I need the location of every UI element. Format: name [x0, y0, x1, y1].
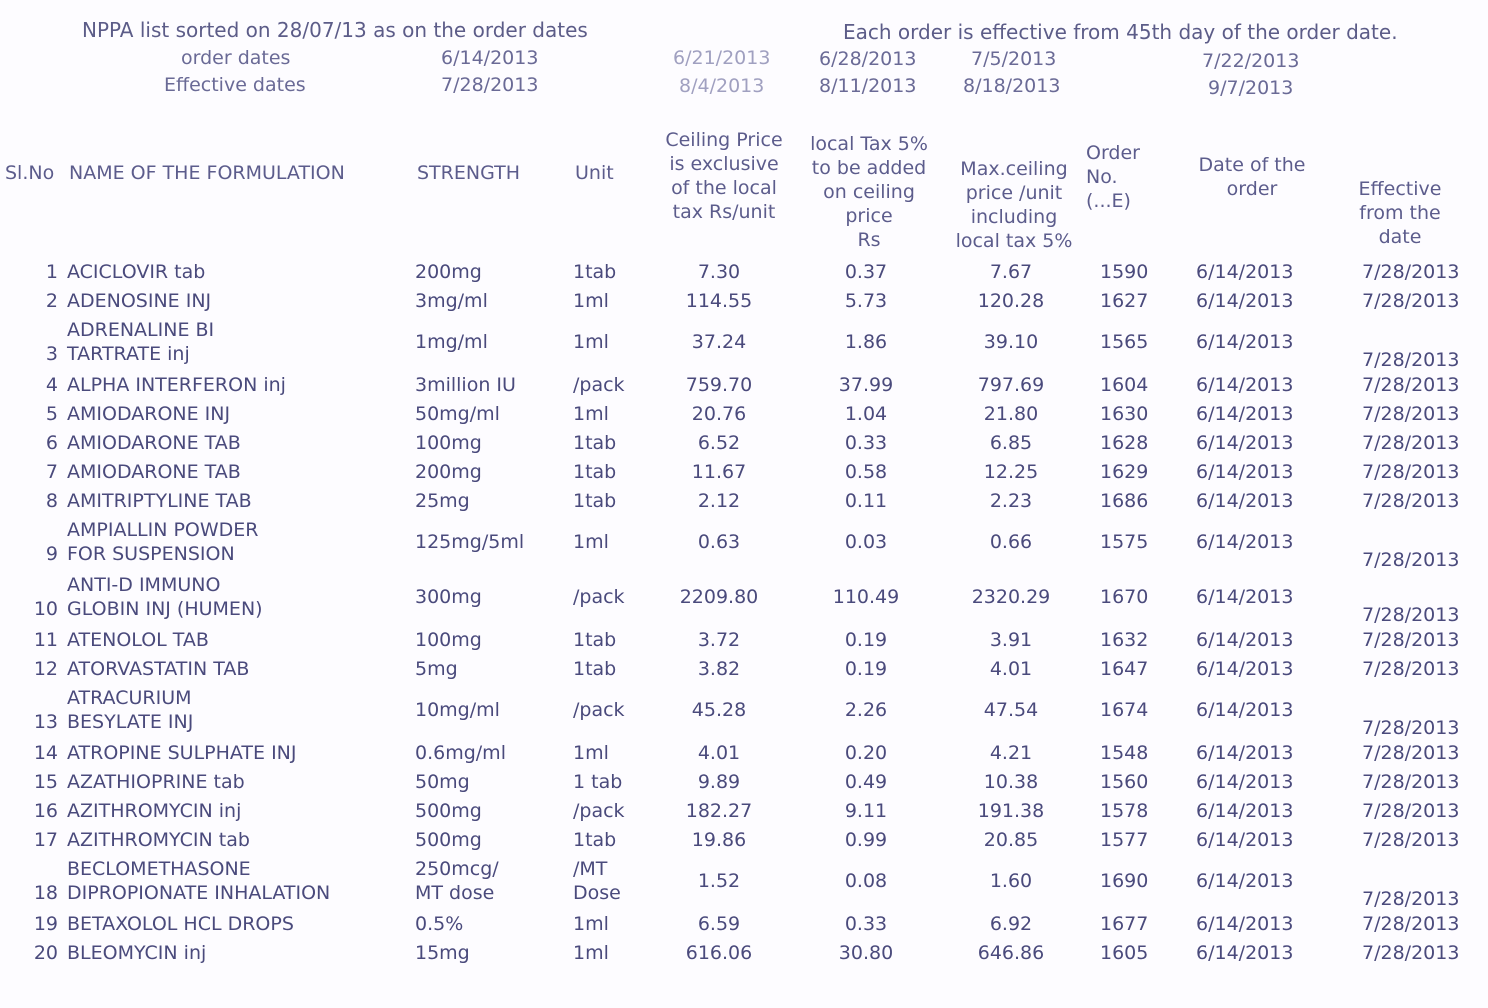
formulation-name: AMIODARONE INJ — [67, 403, 231, 425]
local-tax: 2.26 — [844, 699, 888, 721]
row-number: 12 — [33, 658, 58, 680]
strength-value: 500mg — [415, 800, 482, 822]
strength-value: 5mg — [415, 658, 458, 680]
row-number: 16 — [33, 800, 58, 822]
local-tax: 37.99 — [838, 374, 894, 396]
effective-date: 7/28/2013 — [1362, 349, 1460, 371]
strength-value: 0.6mg/ml — [415, 742, 506, 764]
unit-value: 1tab — [573, 490, 617, 512]
order-number: 1575 — [1100, 531, 1149, 553]
strength-value: 50mg — [415, 771, 470, 793]
unit-value: /pack — [573, 699, 625, 721]
order-date: 6/14/2013 — [1196, 942, 1294, 964]
local-tax: 0.19 — [844, 629, 888, 651]
unit-value: /pack — [573, 586, 625, 608]
effective-date: 7/28/2013 — [1362, 888, 1460, 910]
order-number: 1632 — [1100, 629, 1149, 651]
order-number: 1630 — [1100, 403, 1149, 425]
order-date: 6/14/2013 — [1196, 586, 1294, 608]
order-number: 1670 — [1100, 586, 1149, 608]
max-ceiling-price: 2.23 — [989, 490, 1033, 512]
order-number: 1577 — [1100, 829, 1149, 851]
order-number: 1647 — [1100, 658, 1149, 680]
max-ceiling-price: 646.86 — [977, 942, 1045, 964]
effective-date: 7/28/2013 — [1362, 403, 1460, 425]
ceiling-price: 2209.80 — [679, 586, 759, 608]
unit-value: 1tab — [573, 461, 617, 483]
effective-date-4: 8/18/2013 — [963, 75, 1061, 97]
effective-date-5: 9/7/2013 — [1208, 77, 1294, 99]
order-date-4: 7/5/2013 — [971, 48, 1057, 70]
order-number: 1677 — [1100, 913, 1149, 935]
max-ceiling-price: 120.28 — [977, 290, 1045, 312]
local-tax: 0.37 — [844, 261, 888, 283]
ceiling-price: 37.24 — [691, 331, 747, 353]
effective-date: 7/28/2013 — [1362, 461, 1460, 483]
effective-date: 7/28/2013 — [1362, 290, 1460, 312]
local-tax: 0.03 — [844, 531, 888, 553]
max-ceiling-price: 4.21 — [989, 742, 1033, 764]
row-number: 20 — [33, 942, 58, 964]
row-number: 15 — [33, 771, 58, 793]
formulation-name: ATROPINE SULPHATE INJ — [67, 742, 297, 764]
unit-value: 1 tab — [573, 771, 623, 793]
formulation-name: ACICLOVIR tab — [67, 261, 206, 283]
ceiling-price: 4.01 — [697, 742, 741, 764]
local-tax: 5.73 — [844, 290, 888, 312]
row-number: 1 — [45, 261, 58, 283]
col-date: Date of the order — [1198, 154, 1306, 200]
local-tax: 0.99 — [844, 829, 888, 851]
order-date: 6/14/2013 — [1196, 829, 1294, 851]
local-tax: 0.58 — [844, 461, 888, 483]
order-date: 6/14/2013 — [1196, 629, 1294, 651]
order-dates-label: order dates — [181, 47, 291, 69]
formulation-name: ADRENALINE BI TARTRATE inj — [67, 319, 215, 365]
strength-value: 1mg/ml — [415, 331, 488, 353]
order-date-2: 6/21/2013 — [673, 47, 771, 69]
col-order-no: Order No. (...E) — [1086, 142, 1140, 212]
effective-date: 7/28/2013 — [1362, 658, 1460, 680]
row-number: 14 — [33, 742, 58, 764]
effective-date: 7/28/2013 — [1362, 432, 1460, 454]
unit-value: 1ml — [573, 913, 609, 935]
formulation-name: AMITRIPTYLINE TAB — [67, 490, 252, 512]
local-tax: 1.04 — [844, 403, 888, 425]
formulation-name: ATENOLOL TAB — [67, 629, 209, 651]
max-ceiling-price: 12.25 — [983, 461, 1039, 483]
order-number: 1578 — [1100, 800, 1149, 822]
local-tax: 110.49 — [832, 586, 900, 608]
formulation-name: ANTI-D IMMUNO GLOBIN INJ (HUMEN) — [67, 574, 263, 620]
ceiling-price: 182.27 — [685, 800, 753, 822]
strength-value: 200mg — [415, 461, 482, 483]
local-tax: 0.08 — [844, 870, 888, 892]
order-date: 6/14/2013 — [1196, 699, 1294, 721]
col-name: NAME OF THE FORMULATION — [69, 162, 345, 184]
order-date: 6/14/2013 — [1196, 490, 1294, 512]
local-tax: 0.19 — [844, 658, 888, 680]
row-number: 7 — [45, 461, 58, 483]
strength-value: 25mg — [415, 490, 470, 512]
effective-date: 7/28/2013 — [1362, 261, 1460, 283]
order-number: 1605 — [1100, 942, 1149, 964]
max-ceiling-price: 797.69 — [977, 374, 1045, 396]
ceiling-price: 759.70 — [685, 374, 753, 396]
strength-value: 10mg/ml — [415, 699, 500, 721]
row-number: 19 — [33, 913, 58, 935]
strength-value: 0.5% — [415, 913, 464, 935]
order-number: 1690 — [1100, 870, 1149, 892]
unit-value: 1tab — [573, 629, 617, 651]
strength-value: 3mg/ml — [415, 290, 488, 312]
col-slno: Sl.No — [5, 162, 55, 184]
formulation-name: AMIODARONE TAB — [67, 461, 241, 483]
formulation-name: BECLOMETHASONE DIPROPIONATE INHALATION — [67, 858, 331, 904]
order-date: 6/14/2013 — [1196, 432, 1294, 454]
strength-value: 100mg — [415, 629, 482, 651]
unit-value: /MT Dose — [573, 858, 621, 904]
ceiling-price: 6.52 — [697, 432, 741, 454]
ceiling-price: 7.30 — [697, 261, 741, 283]
row-number: 13 — [33, 711, 58, 733]
order-date: 6/14/2013 — [1196, 461, 1294, 483]
effective-date: 7/28/2013 — [1362, 942, 1460, 964]
row-number: 18 — [33, 882, 58, 904]
ceiling-price: 20.76 — [691, 403, 747, 425]
strength-value: 500mg — [415, 829, 482, 851]
unit-value: 1tab — [573, 261, 617, 283]
max-ceiling-price: 6.85 — [989, 432, 1033, 454]
local-tax: 30.80 — [838, 942, 894, 964]
order-number: 1604 — [1100, 374, 1149, 396]
col-effective: Effective from the date — [1358, 178, 1442, 248]
order-date-5: 7/22/2013 — [1202, 50, 1300, 72]
order-number: 1686 — [1100, 490, 1149, 512]
max-ceiling-price: 21.80 — [983, 403, 1039, 425]
max-ceiling-price: 7.67 — [989, 261, 1033, 283]
formulation-name: AZITHROMYCIN inj — [67, 800, 242, 822]
formulation-name: BETAXOLOL HCL DROPS — [67, 913, 294, 935]
effective-date: 7/28/2013 — [1362, 800, 1460, 822]
row-number: 2 — [45, 290, 58, 312]
formulation-name: AZITHROMYCIN tab — [67, 829, 250, 851]
order-number: 1560 — [1100, 771, 1149, 793]
unit-value: 1ml — [573, 531, 609, 553]
ceiling-price: 3.82 — [697, 658, 741, 680]
ceiling-price: 11.67 — [691, 461, 747, 483]
formulation-name: ALPHA INTERFERON inj — [67, 374, 286, 396]
order-number: 1565 — [1100, 331, 1149, 353]
ceiling-price: 45.28 — [691, 699, 747, 721]
unit-value: 1tab — [573, 658, 617, 680]
order-number: 1674 — [1100, 699, 1149, 721]
order-date: 6/14/2013 — [1196, 870, 1294, 892]
order-date: 6/14/2013 — [1196, 290, 1294, 312]
max-ceiling-price: 2320.29 — [971, 586, 1051, 608]
row-number: 3 — [45, 343, 58, 365]
local-tax: 9.11 — [844, 800, 888, 822]
strength-value: 200mg — [415, 261, 482, 283]
order-date-3: 6/28/2013 — [819, 48, 917, 70]
col-max: Max.ceiling price /unit including local tax 5% — [955, 158, 1073, 252]
row-number: 8 — [45, 490, 58, 512]
order-date: 6/14/2013 — [1196, 742, 1294, 764]
unit-value: 1ml — [573, 942, 609, 964]
strength-value: 3million IU — [415, 374, 516, 396]
order-date: 6/14/2013 — [1196, 800, 1294, 822]
order-date: 6/14/2013 — [1196, 913, 1294, 935]
order-date: 6/14/2013 — [1196, 531, 1294, 553]
local-tax: 0.33 — [844, 432, 888, 454]
effective-date: 7/28/2013 — [1362, 374, 1460, 396]
strength-value: 300mg — [415, 586, 482, 608]
ceiling-price: 6.59 — [697, 913, 741, 935]
effective-date-1: 7/28/2013 — [441, 74, 539, 96]
ceiling-price: 114.55 — [685, 290, 753, 312]
ceiling-price: 616.06 — [685, 942, 753, 964]
max-ceiling-price: 20.85 — [983, 829, 1039, 851]
formulation-name: AZATHIOPRINE tab — [67, 771, 245, 793]
row-number: 4 — [45, 374, 58, 396]
order-date: 6/14/2013 — [1196, 771, 1294, 793]
effective-date: 7/28/2013 — [1362, 771, 1460, 793]
max-ceiling-price: 4.01 — [989, 658, 1033, 680]
unit-value: 1ml — [573, 290, 609, 312]
order-number: 1628 — [1100, 432, 1149, 454]
effective-date: 7/28/2013 — [1362, 742, 1460, 764]
effective-dates-label: Effective dates — [164, 74, 306, 96]
effective-date-3: 8/11/2013 — [819, 75, 917, 97]
effective-date: 7/28/2013 — [1362, 490, 1460, 512]
effective-date: 7/28/2013 — [1362, 717, 1460, 739]
col-strength: STRENGTH — [417, 162, 521, 184]
local-tax: 1.86 — [844, 331, 888, 353]
order-number: 1590 — [1100, 261, 1149, 283]
effective-date: 7/28/2013 — [1362, 629, 1460, 651]
row-number: 5 — [45, 403, 58, 425]
unit-value: 1tab — [573, 432, 617, 454]
max-ceiling-price: 47.54 — [983, 699, 1039, 721]
ceiling-price: 1.52 — [697, 870, 741, 892]
local-tax: 0.49 — [844, 771, 888, 793]
col-unit: Unit — [575, 162, 614, 184]
order-date-1: 6/14/2013 — [441, 47, 539, 69]
unit-value: /pack — [573, 374, 625, 396]
row-number: 11 — [33, 629, 58, 651]
unit-value: 1tab — [573, 829, 617, 851]
document-title: NPPA list sorted on 28/07/13 as on the order dates — [82, 18, 588, 42]
formulation-name: BLEOMYCIN inj — [67, 942, 207, 964]
ceiling-price: 0.63 — [697, 531, 741, 553]
order-number: 1627 — [1100, 290, 1149, 312]
unit-value: /pack — [573, 800, 625, 822]
formulation-name: AMPIALLIN POWDER FOR SUSPENSION — [67, 519, 259, 565]
effective-date: 7/28/2013 — [1362, 913, 1460, 935]
col-tax: local Tax 5% to be added on ceiling price Rs — [810, 133, 928, 251]
local-tax: 0.11 — [844, 490, 888, 512]
formulation-name: ADENOSINE INJ — [67, 290, 212, 312]
formulation-name: ATORVASTATIN TAB — [67, 658, 250, 680]
unit-value: 1ml — [573, 742, 609, 764]
max-ceiling-price: 1.60 — [989, 870, 1033, 892]
ceiling-price: 2.12 — [697, 490, 741, 512]
strength-value: 250mcg/ MT dose — [415, 858, 499, 904]
ceiling-price: 19.86 — [691, 829, 747, 851]
max-ceiling-price: 6.92 — [989, 913, 1033, 935]
strength-value: 50mg/ml — [415, 403, 500, 425]
order-date: 6/14/2013 — [1196, 403, 1294, 425]
strength-value: 100mg — [415, 432, 482, 454]
local-tax: 0.33 — [844, 913, 888, 935]
effective-date: 7/28/2013 — [1362, 829, 1460, 851]
max-ceiling-price: 3.91 — [989, 629, 1033, 651]
ceiling-price: 9.89 — [697, 771, 741, 793]
unit-value: 1ml — [573, 403, 609, 425]
max-ceiling-price: 10.38 — [983, 771, 1039, 793]
order-date: 6/14/2013 — [1196, 331, 1294, 353]
effective-date: 7/28/2013 — [1362, 604, 1460, 626]
col-ceiling: Ceiling Price is exclusive of the local tax Rs/unit — [665, 129, 783, 223]
formulation-name: AMIODARONE TAB — [67, 432, 241, 454]
max-ceiling-price: 0.66 — [989, 531, 1033, 553]
row-number: 6 — [45, 432, 58, 454]
effective-note: Each order is effective from 45th day of the order date. — [843, 20, 1398, 44]
strength-value: 15mg — [415, 942, 470, 964]
order-date: 6/14/2013 — [1196, 658, 1294, 680]
unit-value: 1ml — [573, 331, 609, 353]
order-date: 6/14/2013 — [1196, 374, 1294, 396]
row-number: 9 — [45, 543, 58, 565]
effective-date: 7/28/2013 — [1362, 549, 1460, 571]
row-number: 10 — [33, 598, 58, 620]
row-number: 17 — [33, 829, 58, 851]
strength-value: 125mg/5ml — [415, 531, 525, 553]
max-ceiling-price: 191.38 — [977, 800, 1045, 822]
order-date: 6/14/2013 — [1196, 261, 1294, 283]
ceiling-price: 3.72 — [697, 629, 741, 651]
max-ceiling-price: 39.10 — [983, 331, 1039, 353]
order-number: 1548 — [1100, 742, 1149, 764]
order-number: 1629 — [1100, 461, 1149, 483]
local-tax: 0.20 — [844, 742, 888, 764]
effective-date-2: 8/4/2013 — [679, 75, 765, 97]
formulation-name: ATRACURIUM BESYLATE INJ — [67, 687, 194, 733]
